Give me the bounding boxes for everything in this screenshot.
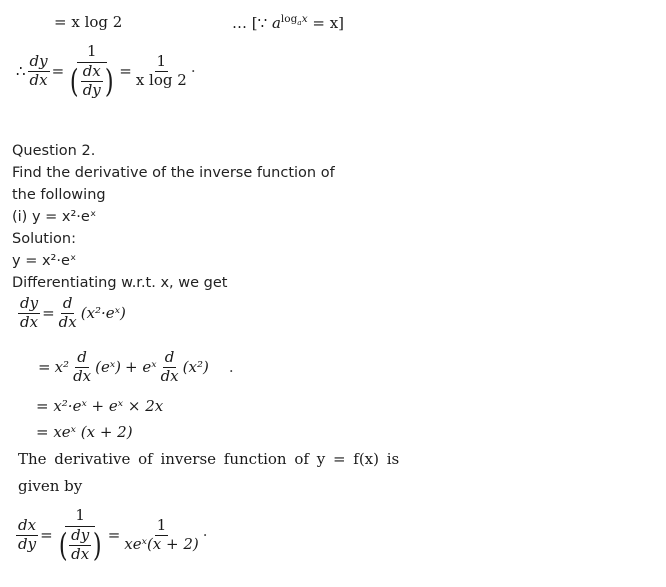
term-x2: x²: [54, 358, 70, 377]
numerator: dy: [20, 294, 39, 312]
reason-bracket: [232, 13, 344, 32]
expression: (x²·eˣ): [80, 304, 126, 323]
numerator: d: [164, 348, 175, 366]
term-plus-ex: + eˣ: [125, 358, 157, 377]
dy-dx-fraction: [28, 51, 50, 89]
denominator: dx: [160, 366, 179, 385]
derivative-line-2: = x² $\frac{d}{dx}$ (eˣ) + eˣ $\frac{d}{dx}$ (x²) .: [38, 348, 234, 385]
reason-log: log: [280, 13, 298, 25]
reason-sub: a: [297, 18, 302, 28]
inner-numerator: dy: [71, 525, 90, 544]
one-over-dy-dx: [55, 508, 106, 562]
inner-numerator: dx: [82, 61, 101, 80]
differentiating-note: Differentiating w.r.t. x, we get: [12, 275, 228, 291]
denominator: xeˣ(x + 2): [124, 534, 199, 553]
question-prompt: Find the derivative of the inverse function of: [12, 165, 335, 181]
one-over-xlog2-fraction: [134, 51, 189, 89]
numerator: d: [77, 348, 87, 366]
denominator: dx: [20, 312, 39, 331]
derivative-line-4: = xeˣ (x + 2): [36, 423, 133, 441]
reason-base: a: [271, 14, 281, 32]
step-equals-x-log-2: [54, 13, 122, 31]
one-over-dx-dy-fraction: [66, 44, 117, 98]
numerator: dx: [18, 515, 37, 534]
reason-suffix: = x]: [312, 14, 345, 32]
statement-line-1: The derivative of inverse function of y = f(x) is: [18, 450, 400, 468]
question-part-i: (i) y = x²·eˣ: [12, 209, 97, 225]
question-block: [12, 140, 335, 294]
statement-line-2: given by: [18, 477, 83, 495]
fraction-denominator: dx: [29, 70, 48, 89]
final-equation: $\frac{dx}{dy}$ = 1 ( $\frac{dy}{dx}$ ) = $\frac{1}{\text{xeˣ(x + 2)}}$ ·: [18, 506, 208, 564]
one-over-xex: [122, 515, 200, 553]
fraction-numerator: 1: [156, 51, 167, 70]
formula-text: = x log 2: [54, 13, 123, 31]
inner-denominator: dx: [71, 544, 90, 563]
solution-label: Solution:: [12, 231, 76, 247]
denominator: dy: [18, 534, 37, 553]
therefore-symbol: ∴: [16, 62, 26, 81]
numerator: 1: [65, 508, 95, 527]
derivative-line-3: = x²·eˣ + eˣ × 2x: [36, 397, 164, 415]
fraction-numerator: dy: [29, 51, 48, 70]
term-ex: (eˣ): [95, 358, 122, 377]
reason-prefix: … [∵: [232, 14, 272, 32]
fraction-numerator: 1: [77, 44, 107, 63]
inner-denominator: dy: [82, 80, 101, 99]
question-heading: Question 2.: [12, 143, 96, 159]
reason-exp-x: x: [301, 13, 308, 25]
fraction-denominator: ( $\frac{dx}{dy}$ ): [70, 61, 114, 100]
derivative-line-1: $\frac{dy}{dx}$ = $\frac{d}{dx}$ (x²·eˣ): [20, 294, 126, 331]
question-prompt-continued: the following: [12, 187, 106, 203]
denominator: dx: [58, 312, 77, 331]
denominator: dx: [73, 366, 92, 385]
numerator: d: [62, 294, 73, 312]
therefore-equation: ∴ $\frac{dy}{dx}$ = 1 ( $\frac{dx}{dy}$ ) = $\frac{1}{\text{x log 2}}$ ·: [16, 42, 196, 100]
term-x2-paren: (x²): [182, 358, 209, 377]
given-function: y = x²·eˣ: [12, 253, 77, 269]
numerator: 1: [156, 515, 167, 534]
fraction-denominator: x log 2: [135, 70, 187, 89]
denominator: ( $\frac{dy}{dx}$ ): [58, 525, 102, 564]
